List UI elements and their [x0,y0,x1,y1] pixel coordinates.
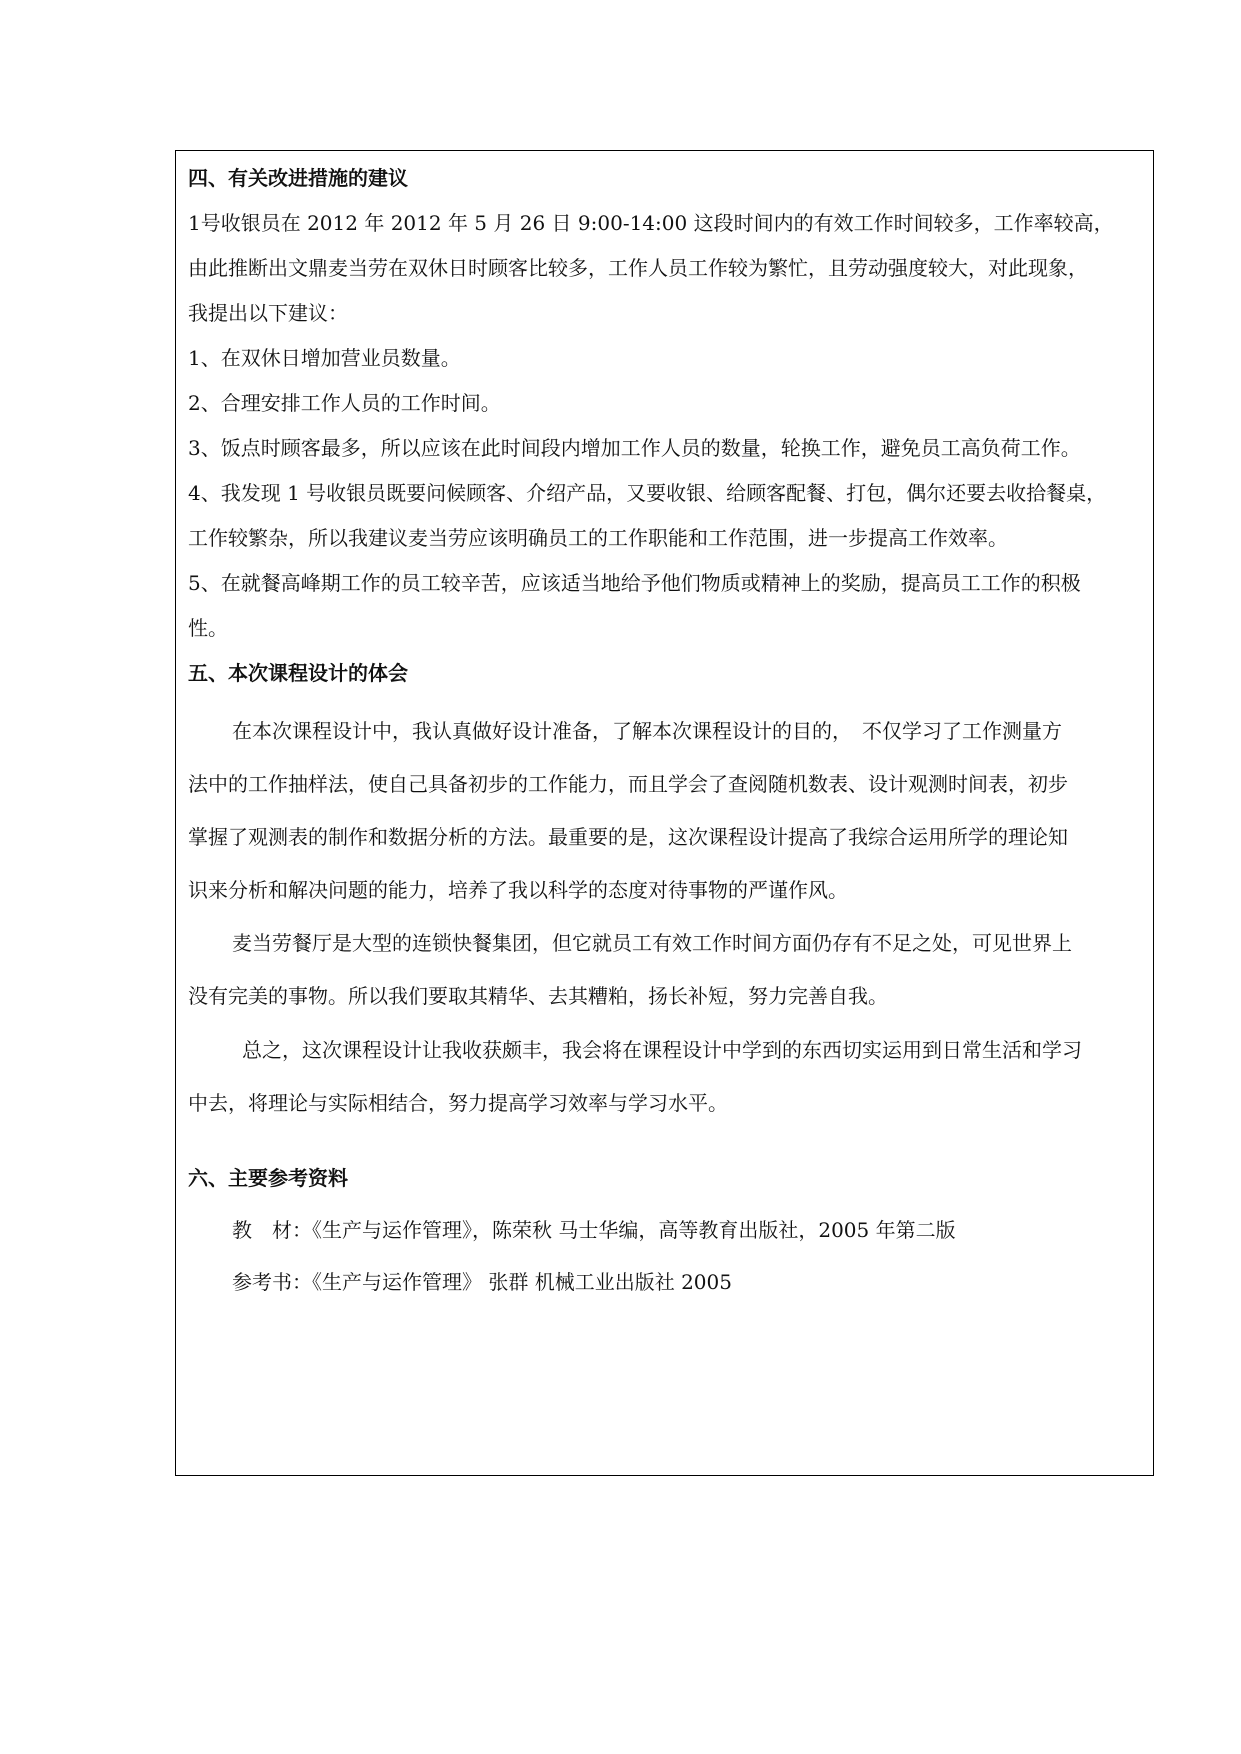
reflection-line-3: 掌握了观测表的制作和数据分析的方法。最重要的是，这次课程设计提高了我综合运用所学的理论知 [188,825,1068,849]
suggestion-item-4: 4、我发现 1 号收银员既要问候顾客、介绍产品，又要收银、给顾客配餐、打包，偶尔还要去收拾餐桌， [188,481,1107,505]
reflection-line-8: 中去，将理论与实际相结合，努力提高学习效率与学习水平。 [188,1091,728,1115]
suggestion-item-4-cont: 工作较繁杂，所以我建议麦当劳应该明确员工的工作职能和工作范围，进一步提高工作效率。 [188,526,1008,550]
reflection-line-2: 法中的工作抽样法，使自己具备初步的工作能力，而且学会了查阅随机数表、设计观测时间表，初步 [188,772,1068,796]
reflection-line-5: 麦当劳餐厅是大型的连锁快餐集团，但它就员工有效工作时间方面仍存有不足之处，可见世界上 [232,931,1072,955]
section-4-paragraph-line-2: 由此推断出文鼎麦当劳在双休日时顾客比较多，工作人员工作较为繁忙，且劳动强度较大，对此现象， [188,256,1088,280]
document-frame [175,150,1154,1476]
section-6-heading: 六、主要参考资料 [188,1166,348,1190]
section-4-paragraph-line-3: 我提出以下建议： [188,301,348,325]
section-5-heading: 五、本次课程设计的体会 [188,661,408,685]
reflection-line-7: 总之，这次课程设计让我收获颇丰，我会将在课程设计中学到的东西切实运用到日常生活和学习 [242,1038,1082,1062]
suggestion-item-2: 2、合理安排工作人员的工作时间。 [188,391,501,415]
reference-book: 参考书：《生产与运作管理》 张群 机械工业出版社 2005 [232,1270,732,1294]
section-4-paragraph-line-1: 1号收银员在 2012 年 2012 年 5 月 26 日 9:00-14:00 这段时间内的有效工作时间较多，工作率较高， [188,211,1114,235]
suggestion-item-5: 5、在就餐高峰期工作的员工较辛苦，应该适当地给予他们物质或精神上的奖励，提高员工工作的积极 [188,571,1081,595]
section-4-heading: 四、有关改进措施的建议 [188,166,408,190]
reflection-line-6: 没有完美的事物。所以我们要取其精华、去其糟粕，扬长补短，努力完善自我。 [188,984,888,1008]
reference-textbook: 教 材：《生产与运作管理》，陈荣秋 马士华编，高等教育出版社，2005 年第二版 [232,1218,956,1242]
reflection-line-4: 识来分析和解决问题的能力，培养了我以科学的态度对待事物的严谨作风。 [188,878,848,902]
suggestion-item-5-cont: 性。 [188,616,228,640]
reflection-line-1: 在本次课程设计中，我认真做好设计准备，了解本次课程设计的目的， 不仅学习了工作测量方 [232,719,1062,743]
suggestion-item-3: 3、饭点时顾客最多，所以应该在此时间段内增加工作人员的数量，轮换工作，避免员工高负荷工作。 [188,436,1081,460]
suggestion-item-1: 1、在双休日增加营业员数量。 [188,346,461,370]
